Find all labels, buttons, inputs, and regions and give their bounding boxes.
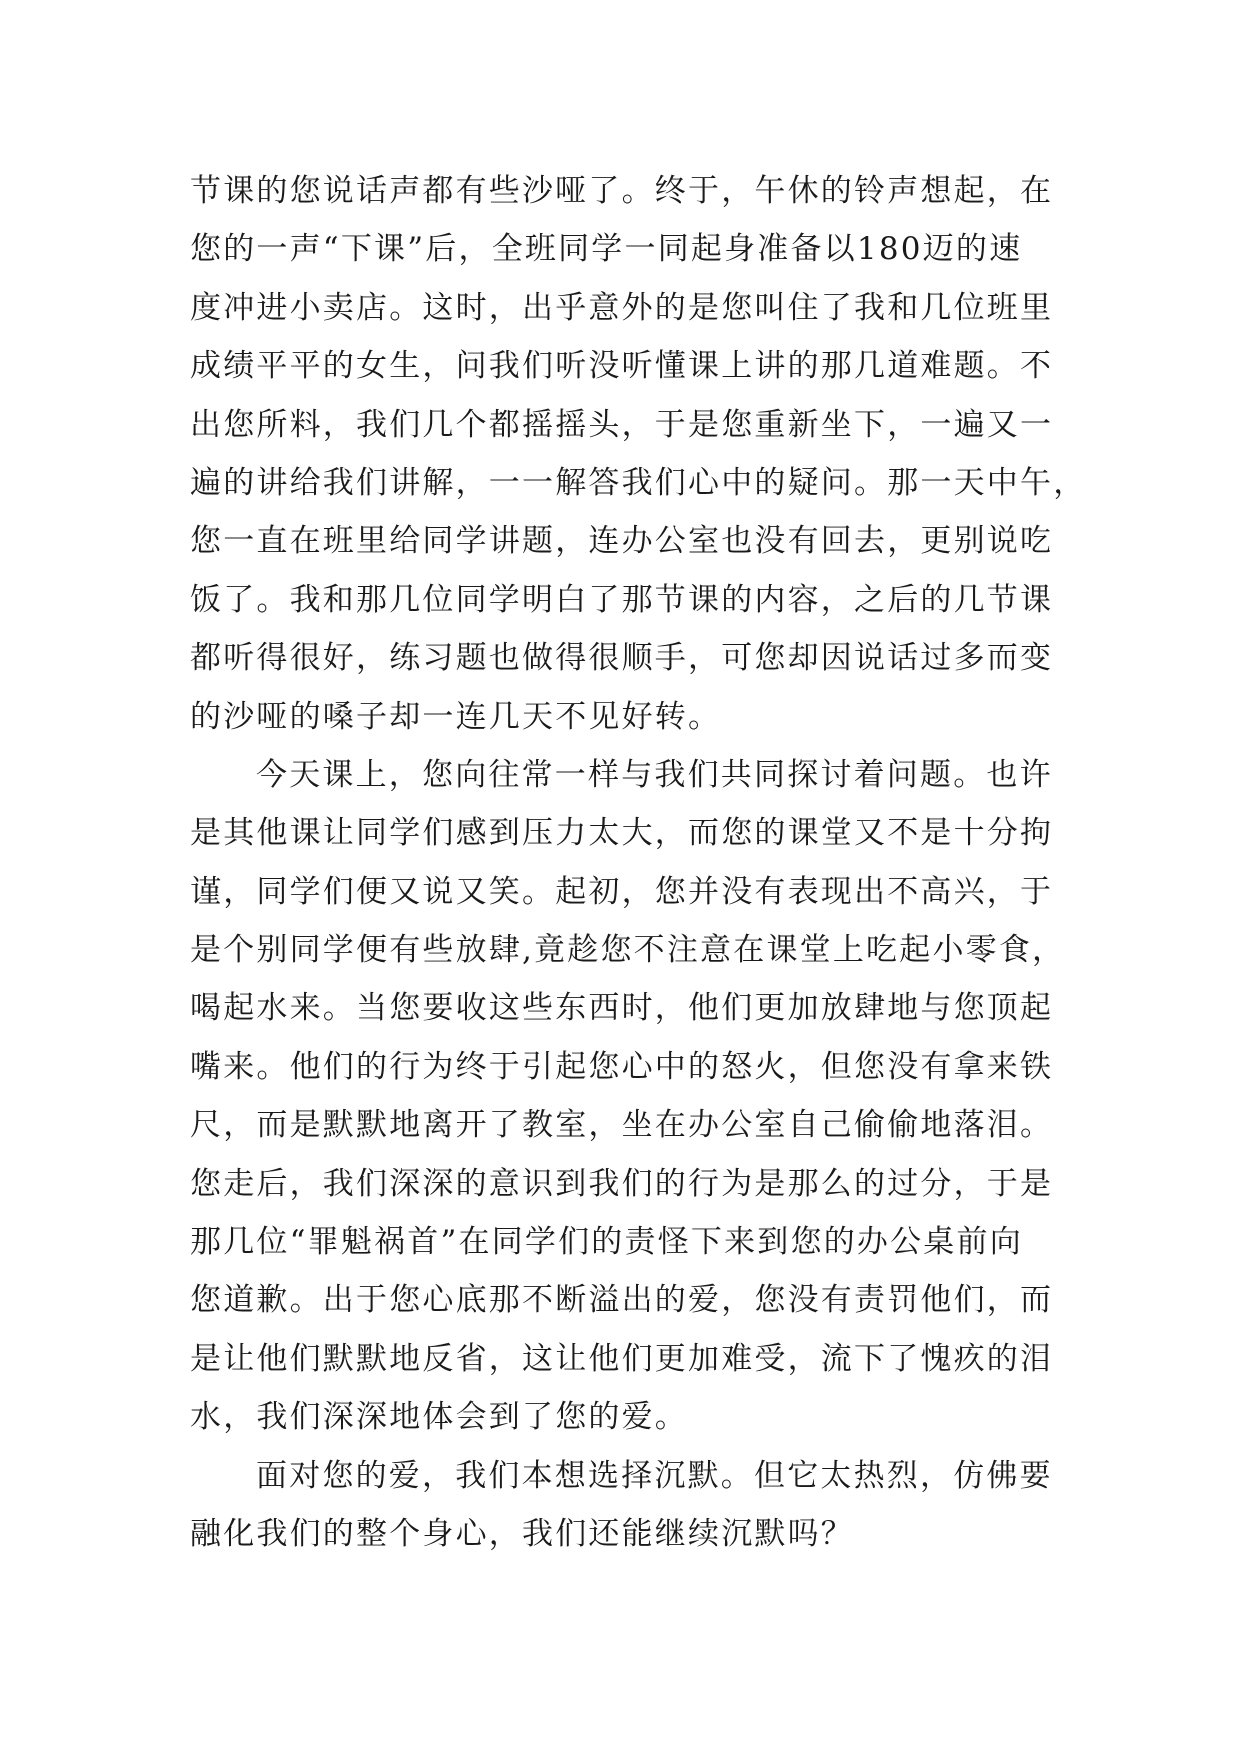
paragraph-first-line: 今天课上，您向往常一样与我们共同探讨着问题。也许 (256, 756, 1053, 793)
text-line: 融化我们的整个身心，我们还能继续沉默吗？ (190, 1515, 854, 1552)
text-line: 您的一声“下课”后，全班同学一同起身准备以180迈的速 (190, 231, 1023, 268)
text-line: 饭了。我和那几位同学明白了那节课的内容，之后的几节课 (190, 581, 1054, 618)
text-line: 节课的您说话声都有些沙哑了。终于，午休的铃声想起，在 (190, 173, 1054, 209)
text-line: 水，我们深深地体会到了您的爱。 (190, 1399, 688, 1436)
text-line: 嘴来。他们的行为终于引起您心中的怒火，但您没有拿来铁 (190, 1048, 1054, 1085)
text-line: 尺，而是默默地离开了教室，坐在办公室自己偷偷地落泪。 (190, 1107, 1054, 1144)
paragraph-first-line: 面对您的爱，我们本想选择沉默。但它太热烈，仿佛要 (256, 1457, 1053, 1494)
text-line: 您道歉。出于您心底那不断溢出的爱，您没有责罚他们，而 (190, 1282, 1054, 1319)
text-line: 的沙哑的嗓子却一连几天不见好转。 (190, 698, 722, 735)
text-line: 您走后，我们深深的意识到我们的行为是那么的过分，于是 (190, 1165, 1054, 1202)
text-line: 谨，同学们便又说又笑。起初，您并没有表现出不高兴，于 (190, 873, 1054, 910)
text-line: 成绩平平的女生，问我们听没听懂课上讲的那几道难题。不 (190, 348, 1054, 385)
text-line: 那几位“罪魁祸首”在同学们的责怪下来到您的办公桌前向 (190, 1224, 1023, 1261)
text-line: 都听得很好，练习题也做得很顺手，可您却因说话过多而变 (190, 640, 1054, 677)
text-line: 是其他课让同学们感到压力太大，而您的课堂又不是十分拘 (190, 815, 1054, 852)
text-line: 度冲进小卖店。这时，出乎意外的是您叫住了我和几位班里 (190, 289, 1054, 326)
text-line: 出您所料，我们几个都摇摇头，于是您重新坐下，一遍又一 (190, 406, 1054, 443)
text-line: 遍的讲给我们讲解，一一解答我们心中的疑问。那一天中午， (190, 464, 1087, 501)
text-line: 是让他们默默地反省，这让他们更加难受，流下了愧疚的泪 (190, 1340, 1054, 1377)
text-line: 是个别同学便有些放肆,竟趁您不注意在课堂上吃起小零食， (190, 932, 1066, 969)
essay-body (190, 162, 1090, 1563)
text-line: 您一直在班里给同学讲题，连办公室也没有回去，更别说吃 (190, 523, 1054, 560)
text-line: 喝起水来。当您要收这些东西时，他们更加放肆地与您顶起 (190, 990, 1054, 1027)
